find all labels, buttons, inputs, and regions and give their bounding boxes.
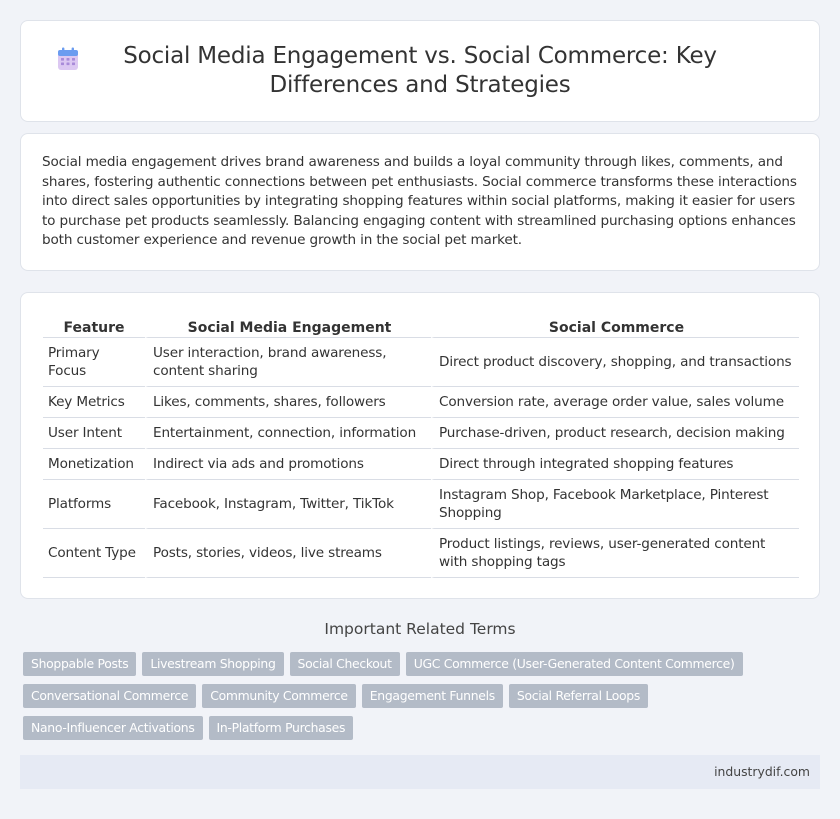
table-cell: Content Type <box>43 529 145 578</box>
tag-conversational-commerce[interactable]: Conversational Commerce <box>23 684 196 708</box>
table-cell: Purchase-driven, product research, decision making <box>431 418 799 449</box>
table-cell: Likes, comments, shares, followers <box>145 387 431 418</box>
column-header-engagement: Social Media Engagement <box>145 314 431 338</box>
table-cell: Monetization <box>43 449 145 480</box>
tag-nano-influencer-activations[interactable]: Nano-Influencer Activations <box>23 716 203 740</box>
table-cell: User interaction, brand awareness, content sharing <box>145 338 431 387</box>
tag-social-checkout[interactable]: Social Checkout <box>290 652 400 676</box>
tag-ugc-commerce[interactable]: UGC Commerce (User-Generated Content Commerce) <box>406 652 743 676</box>
table-header-row <box>43 314 799 338</box>
site-name[interactable]: industrydif.com <box>714 764 810 779</box>
table-cell: Facebook, Instagram, Twitter, TikTok <box>145 480 431 529</box>
column-header-commerce: Social Commerce <box>431 314 799 338</box>
table-row <box>43 387 799 418</box>
intro-card <box>20 133 820 271</box>
table-row <box>43 418 799 449</box>
related-terms-heading: Important Related Terms <box>324 620 516 638</box>
table-cell: Product listings, reviews, user-generated content with shopping tags <box>431 529 799 578</box>
table-cell: Platforms <box>43 480 145 529</box>
tag-social-referral-loops[interactable]: Social Referral Loops <box>509 684 648 708</box>
tag-livestream-shopping[interactable]: Livestream Shopping <box>142 652 283 676</box>
comparison-card <box>20 292 820 599</box>
table-cell: Primary Focus <box>43 338 145 387</box>
table-row <box>43 338 799 387</box>
tag-engagement-funnels[interactable]: Engagement Funnels <box>362 684 503 708</box>
column-header-feature: Feature <box>43 314 145 338</box>
intro-paragraph: Social media engagement drives brand awareness and builds a loyal community through likes, comments, and shares, fostering authentic connections between pet enthusiasts. Social commerce transforms these interactions into direct sales opportunities by integrating shopping features within social platforms, making it easier for users to purchase pet products seamlessly. Balancing engaging content with streamlined purchasing options enhances both customer experience and revenue growth in the social pet market. <box>42 154 797 248</box>
footer <box>20 755 820 789</box>
table-cell: User Intent <box>43 418 145 449</box>
table-row <box>43 449 799 480</box>
page-title: Social Media Engagement vs. Social Commerce: Key Differences and Strategies <box>123 43 717 98</box>
header-card <box>20 20 820 122</box>
tag-in-platform-purchases[interactable]: In-Platform Purchases <box>209 716 354 740</box>
table-cell: Direct through integrated shopping features <box>431 449 799 480</box>
table-cell: Entertainment, connection, information <box>145 418 431 449</box>
table-row <box>43 529 799 578</box>
related-terms-list <box>23 652 803 748</box>
tag-community-commerce[interactable]: Community Commerce <box>202 684 356 708</box>
table-cell: Indirect via ads and promotions <box>145 449 431 480</box>
table-cell: Posts, stories, videos, live streams <box>145 529 431 578</box>
table-row <box>43 480 799 529</box>
table-cell: Instagram Shop, Facebook Marketplace, Pinterest Shopping <box>431 480 799 529</box>
table-cell: Direct product discovery, shopping, and transactions <box>431 338 799 387</box>
table-cell: Key Metrics <box>43 387 145 418</box>
tag-shoppable-posts[interactable]: Shoppable Posts <box>23 652 136 676</box>
table-cell: Conversion rate, average order value, sales volume <box>431 387 799 418</box>
comparison-table <box>43 314 799 578</box>
